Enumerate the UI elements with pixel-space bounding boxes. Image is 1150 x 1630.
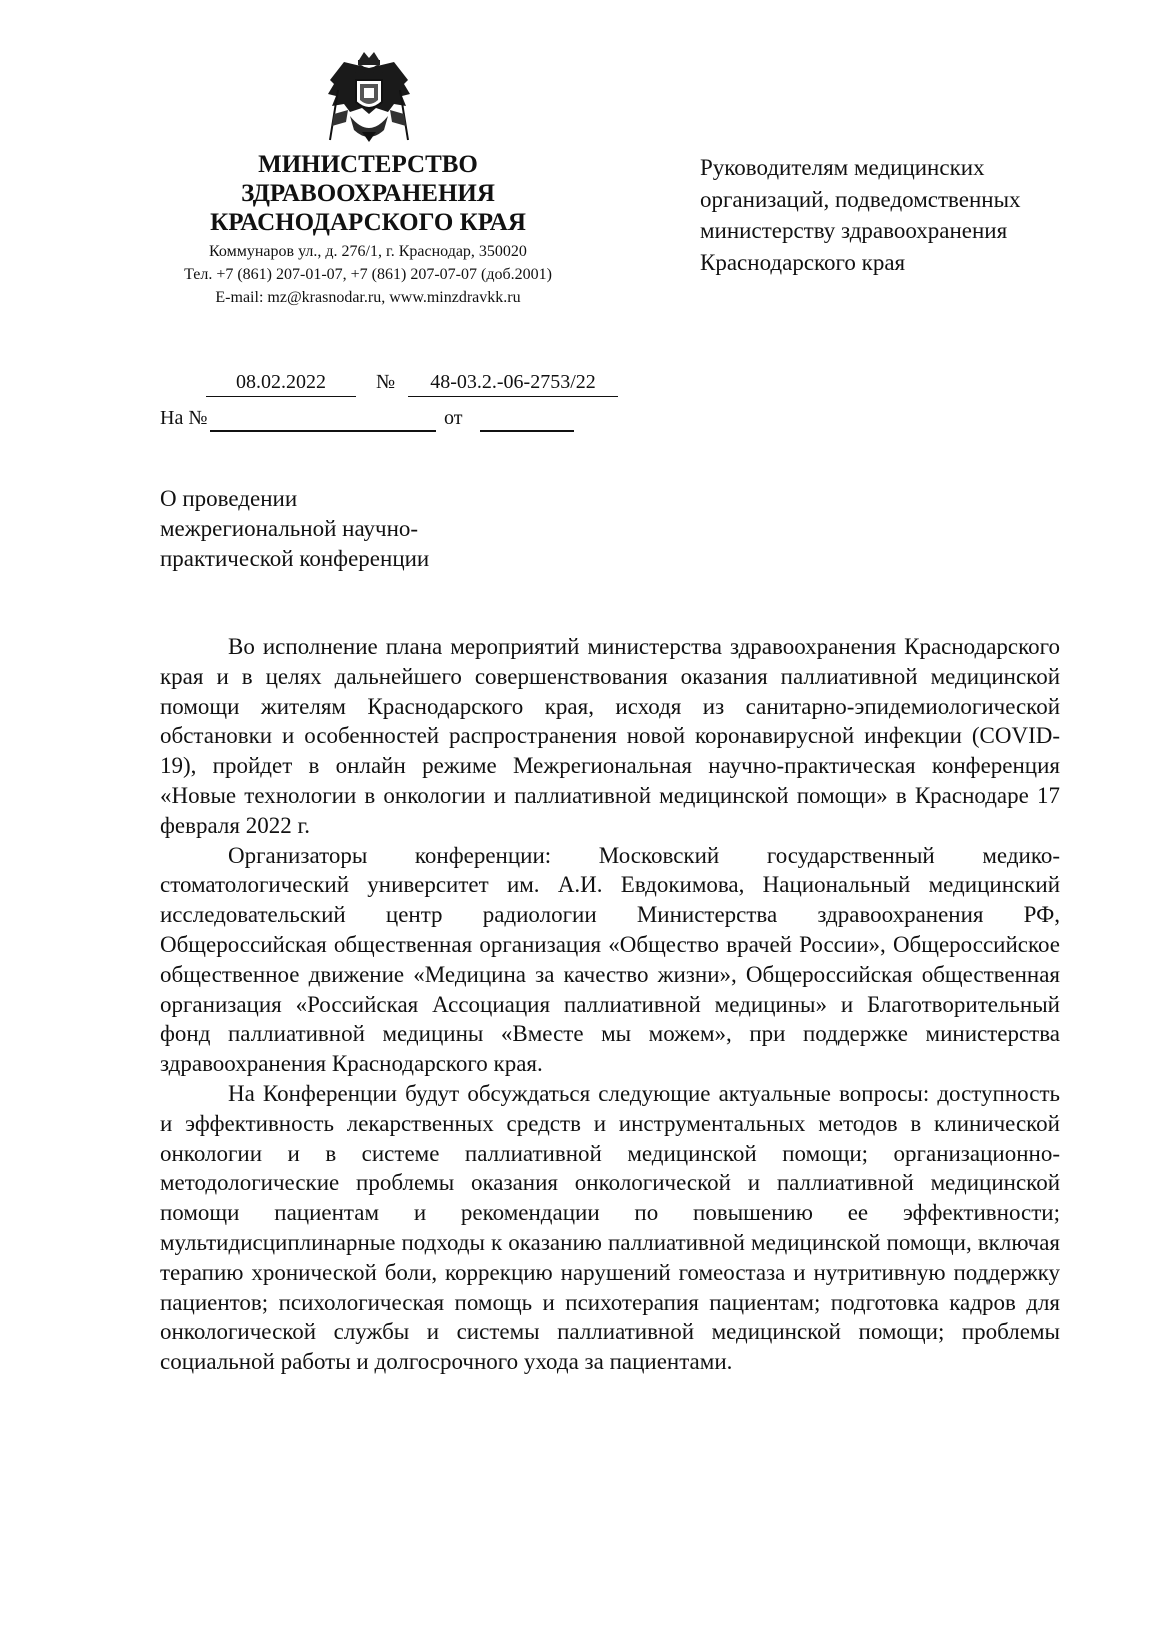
subject-line-2: межрегиональной научно-: [160, 516, 419, 541]
subject-line-1: О проведении: [160, 486, 298, 511]
ministry-address: Коммунаров ул., д. 276/1, г. Краснодар, 350020: [209, 243, 527, 260]
reference-number-blank: [210, 430, 436, 432]
addressee-line-4: Краснодарского края: [700, 249, 906, 275]
addressee-line-2: организаций, подведомственных: [700, 186, 1021, 212]
reference-from-label: от: [444, 407, 463, 429]
reference-line: [160, 404, 580, 438]
registration-number-label: №: [376, 371, 396, 393]
ministry-title-line-1: МИНИСТЕРСТВО: [258, 151, 478, 178]
letter-subject: [160, 484, 500, 574]
addressee-line-3: министерству здравоохранения: [700, 218, 1008, 243]
coat-of-arms-emblem: [324, 50, 414, 146]
registration-line: [160, 368, 620, 402]
addressee-block: [700, 152, 1120, 278]
reference-date-blank: [480, 430, 574, 432]
ministry-title-line-3: КРАСНОДАРСКОГО КРАЯ: [210, 209, 526, 236]
subject-line-3: практической конференции: [160, 546, 430, 571]
ministry-email: E-mail: mz@krasnodar.ru, www.minzdravkk.ru: [215, 289, 521, 306]
registration-date: 08.02.2022: [206, 368, 356, 397]
addressee-line-1: Руководителям медицинских: [700, 155, 985, 180]
body-paragraph-3: На Конференции будут обсуждаться следующие актуальные вопросы: доступность и эффективность лекарственных средств и инструментальных методов в клинической онкологии и в системе паллиативной медицинской помощи; организационно-методологические проблемы оказания онкологической и паллиативной медицинской помощи пациентам и рекомендации по повышению ее эффективности; мультидисциплинарные подходы к оказанию паллиативной медицинской помощи, включая терапию хронической боли, коррекцию нарушений гомеостаза и нутритивную поддержку пациентов; психологическая помощь и психотерапия пациентам; подготовка кадров для онкологической службы и системы паллиативной медицинской помощи; проблемы социальной работы и долгосрочного ухода за пациентами.: [160, 1080, 1060, 1375]
reference-number-label: На №: [160, 407, 208, 429]
ministry-phone: Тел. +7 (861) 207-01-07, +7 (861) 207-07-07 (доб.2001): [184, 266, 552, 283]
ministry-title-line-2: ЗДРАВООХРАНЕНИЯ: [241, 180, 495, 207]
ministry-title: [168, 150, 568, 237]
body-paragraph-2: Организаторы конференции: Московский государственный медико-стоматологический университет им. А.И. Евдокимова, Национальный медицинский исследовательский центр радиологии Министерства здравоохранения РФ, Общероссийская общественная организация «Общество врачей России», Общероссийское общественное движение «Медицина за качество жизни», Общероссийская общественная организация «Российская Ассоциация паллиативной медицины» и Благотворительный фонд паллиативной медицины «Вместе мы можем», при поддержке министерства здравоохранения Краснодарского края.: [160, 842, 1060, 1077]
body-paragraph-1: Во исполнение плана мероприятий министерства здравоохранения Краснодарского края и в целях дальнейшего совершенствования оказания паллиативной медицинской помощи жителям Краснодарского края, исходя из санитарно-эпидемиологической обстановки и особенностей распространения новой коронавирусной инфекции (COVID-19), пройдет в онлайн режиме Межрегиональная научно-практическая конференция «Новые технологии в онкологии и паллиативной медицинской помощи» в Краснодаре 17 февраля 2022 г.: [160, 634, 1060, 838]
ministry-contacts: [140, 240, 596, 309]
registration-number: 48-03.2.-06-2753/22: [408, 368, 618, 397]
letter-body: [160, 632, 1060, 1377]
